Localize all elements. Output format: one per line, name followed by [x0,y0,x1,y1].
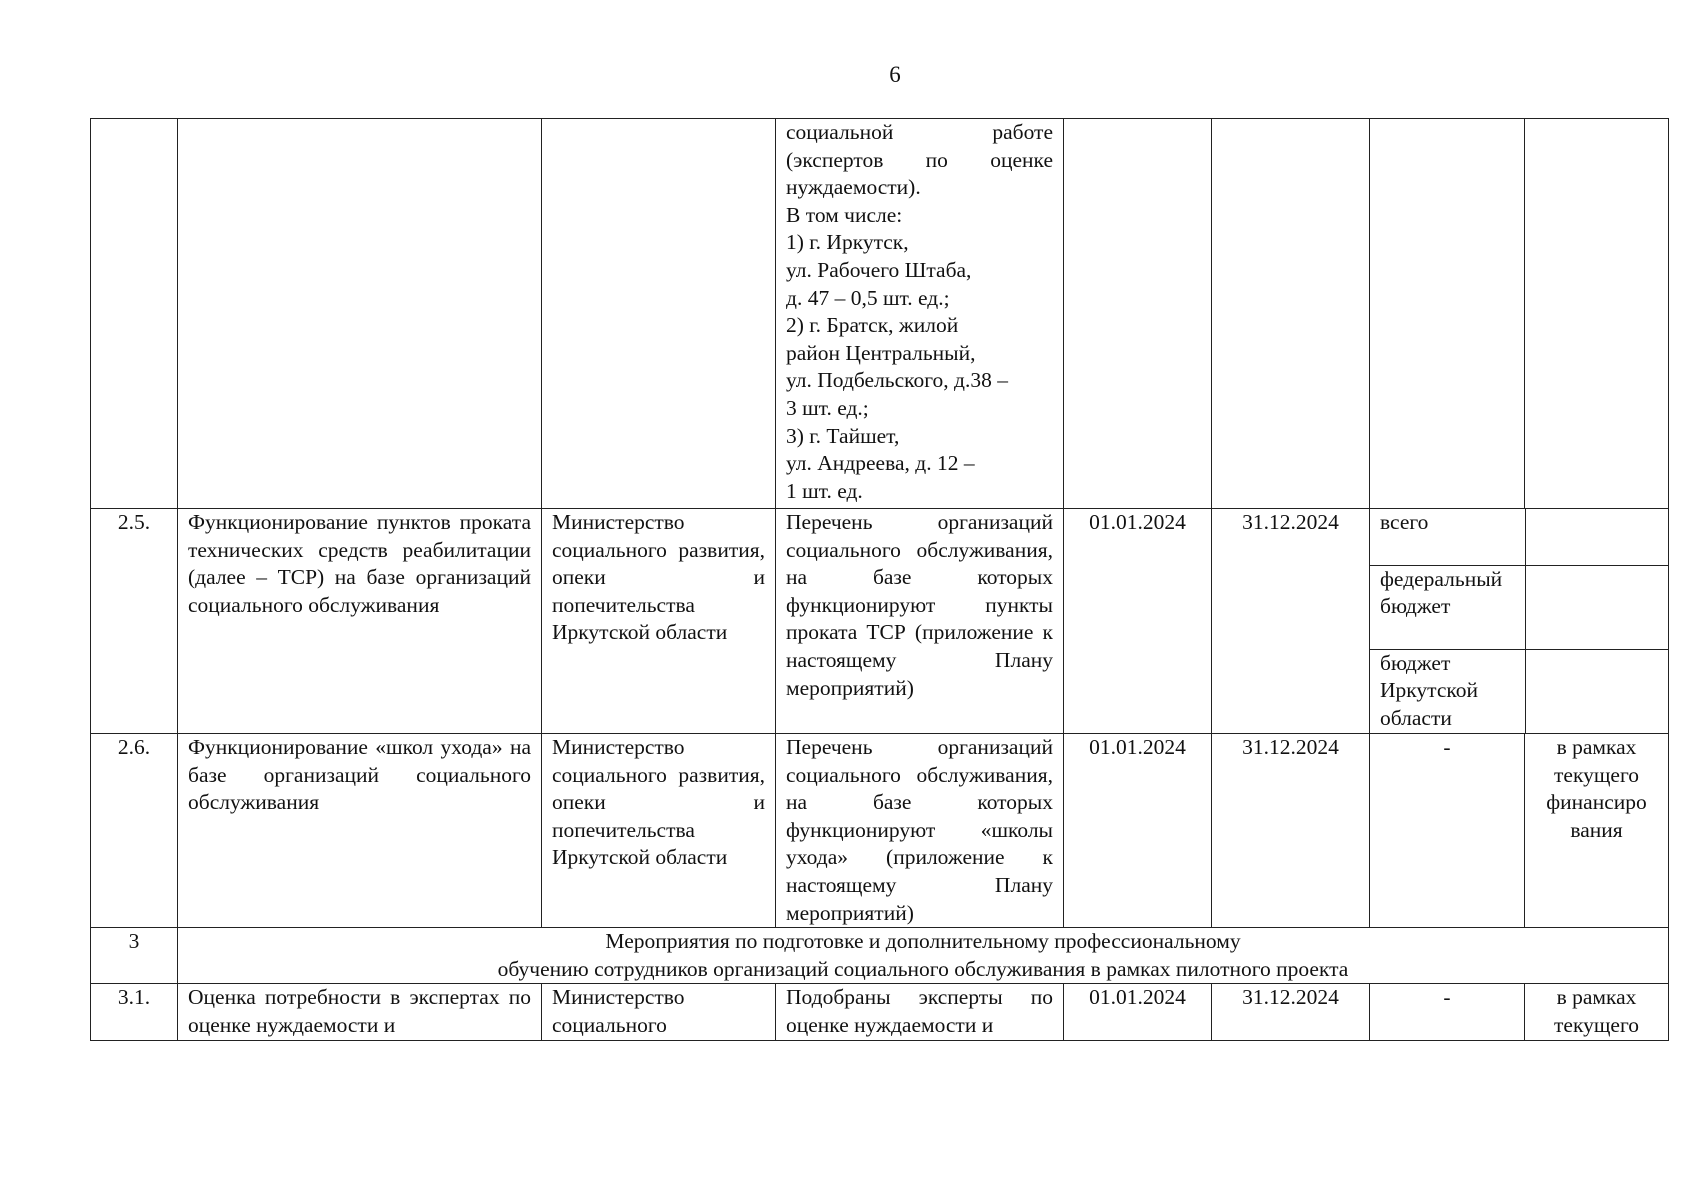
section-num: 3 [91,928,178,984]
result-line: ул. Андреева, д. 12 – [786,451,975,476]
result-line: д. 47 – 0,5 шт. ед.; [786,285,950,310]
cell-num: 2.6. [91,734,178,928]
cell-name: Функционирование пунктов проката технических средств реабилитации (далее – ТСР) на базе организаций социального обслуживания [178,509,542,734]
cell-start: 01.01.2024 [1064,984,1212,1040]
cell-amount: в рамках текущего [1525,984,1669,1040]
page-number: 6 [889,62,901,87]
funding-subtable [1370,509,1669,733]
cell-name: Функционирование «школ ухода» на базе организаций социального обслуживания [178,734,542,928]
funding-source: бюджет Иркутской области [1370,649,1525,733]
funding-source: федеральный бюджет [1370,565,1525,649]
funding-amount [1525,509,1669,565]
result-line: 3) г. Тайшет, [786,423,900,448]
cell-responsible: Министерство социального развития, опеки и попечительства Иркутской области [542,734,776,928]
result-line: социальной работе (экспертов по оценке нуждаемости). [786,120,1053,200]
cell-funding-source: - [1370,984,1525,1040]
result-line: ул. Подбельского, д.38 – [786,368,1008,393]
result-line: район Центральный, [786,340,976,365]
cell-responsible: Министерство социального [542,984,776,1040]
section-row [91,928,1669,984]
cell-num: 2.5. [91,509,178,734]
cell-num [91,119,178,509]
table-row [91,734,1669,928]
cell-result: Подобраны эксперты по оценке нуждаемости и [776,984,1064,1040]
section-title-line: обучению сотрудников организаций социального обслуживания в рамках пилотного проекта [497,956,1349,981]
cell-start: 01.01.2024 [1064,509,1212,734]
plan-table [90,118,1669,1041]
cell-funding-source [1370,119,1525,509]
result-line: 2) г. Братск, жилой [786,313,959,338]
table-row [91,984,1669,1040]
cell-result: Перечень организаций социального обслуживания, на базе которых функционируют «школы ухода» (приложение к настоящему Плану мероприятий) [776,734,1064,928]
result-line: 3 шт. ед.; [786,395,869,420]
cell-amount: в рамках текущего финансиро вания [1525,734,1669,928]
cell-num: 3.1. [91,984,178,1040]
cell-funding-source: - [1370,734,1525,928]
section-title [178,928,1669,984]
table-row [91,509,1669,734]
cell-result [776,119,1064,509]
cell-end: 31.12.2024 [1212,509,1370,734]
result-line: ул. Рабочего Штаба, [786,257,972,282]
cell-end: 31.12.2024 [1212,984,1370,1040]
cell-start: 01.01.2024 [1064,734,1212,928]
result-line: В том числе: [786,202,903,227]
result-line: 1 шт. ед. [786,478,863,503]
cell-name: Оценка потребности в экспертах по оценке нуждаемости и [178,984,542,1040]
cell-end: 31.12.2024 [1212,734,1370,928]
funding-amount [1525,565,1669,649]
funding-amount [1525,649,1669,733]
funding-row [1370,565,1669,649]
cell-end [1212,119,1370,509]
cell-name [178,119,542,509]
funding-source: всего [1370,509,1525,565]
cell-funding [1370,509,1669,734]
cell-responsible: Министерство социального развития, опеки и попечительства Иркутской области [542,509,776,734]
funding-row [1370,649,1669,733]
cell-responsible [542,119,776,509]
result-line: 1) г. Иркутск, [786,230,909,255]
table-row [91,119,1669,509]
cell-result: Перечень организаций социального обслуживания, на базе которых функционируют пункты проката ТСР (приложение к настоящему Плану мероприятий) [776,509,1064,734]
cell-amount [1525,119,1669,509]
section-title-line: Мероприятия по подготовке и дополнительному профессиональному [605,929,1241,954]
funding-row [1370,509,1669,565]
cell-start [1064,119,1212,509]
